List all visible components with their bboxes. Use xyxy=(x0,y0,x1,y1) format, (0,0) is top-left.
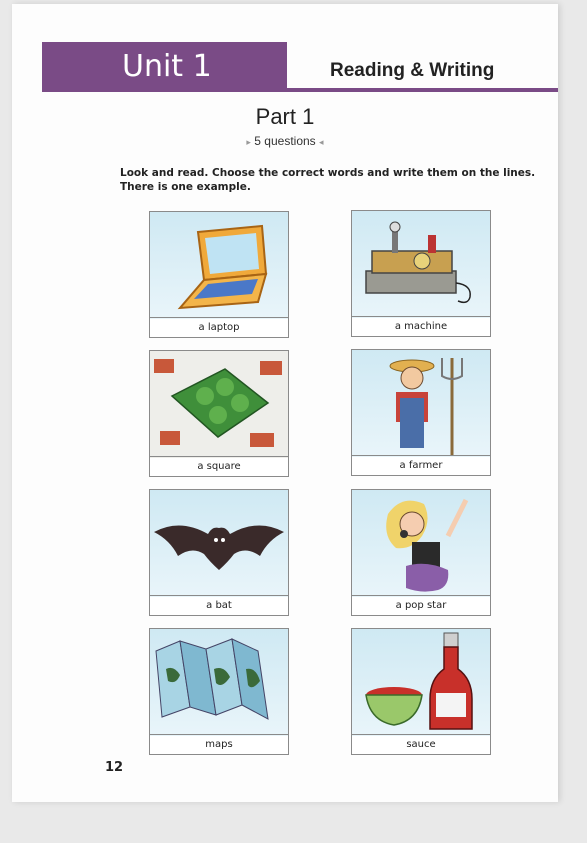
farmer-icon xyxy=(352,350,490,457)
page-number: 12 xyxy=(105,760,124,775)
picture-card-bat xyxy=(149,489,289,616)
unit-title: Unit 1 xyxy=(122,49,212,84)
question-count xyxy=(12,134,558,148)
instructions: Look and read. Choose the correct words and write them on the lines. There is one example. xyxy=(120,167,536,193)
header-rule xyxy=(287,88,558,92)
machine-icon xyxy=(352,211,490,318)
picture-card-laptop xyxy=(149,211,289,338)
sauce-icon xyxy=(352,629,490,736)
bat-icon xyxy=(150,490,288,597)
arrow-right-icon: ▸ xyxy=(246,137,251,147)
section-title: Reading & Writing xyxy=(330,60,495,81)
question-count-text: 5 questions xyxy=(254,134,316,148)
town-square-icon xyxy=(150,351,288,458)
card-label: a farmer xyxy=(352,455,490,475)
card-label: sauce xyxy=(352,734,490,754)
pop-star-icon xyxy=(352,490,490,597)
arrow-left-icon: ◂ xyxy=(319,137,324,147)
picture-card-sauce xyxy=(351,628,491,755)
card-label: a pop star xyxy=(352,595,490,615)
unit-banner xyxy=(42,42,287,92)
card-label: a machine xyxy=(352,316,490,336)
workbook-page xyxy=(12,4,558,802)
card-label: a laptop xyxy=(150,317,288,337)
picture-card-maps xyxy=(149,628,289,755)
picture-card-machine xyxy=(351,210,491,337)
picture-card-pop-star xyxy=(351,489,491,616)
picture-card-square xyxy=(149,350,289,477)
picture-card-farmer xyxy=(351,349,491,476)
card-label: a square xyxy=(150,456,288,476)
laptop-icon xyxy=(150,212,288,319)
card-label: maps xyxy=(150,734,288,754)
card-label: a bat xyxy=(150,595,288,615)
maps-icon xyxy=(150,629,288,736)
part-title: Part 1 xyxy=(255,104,315,129)
